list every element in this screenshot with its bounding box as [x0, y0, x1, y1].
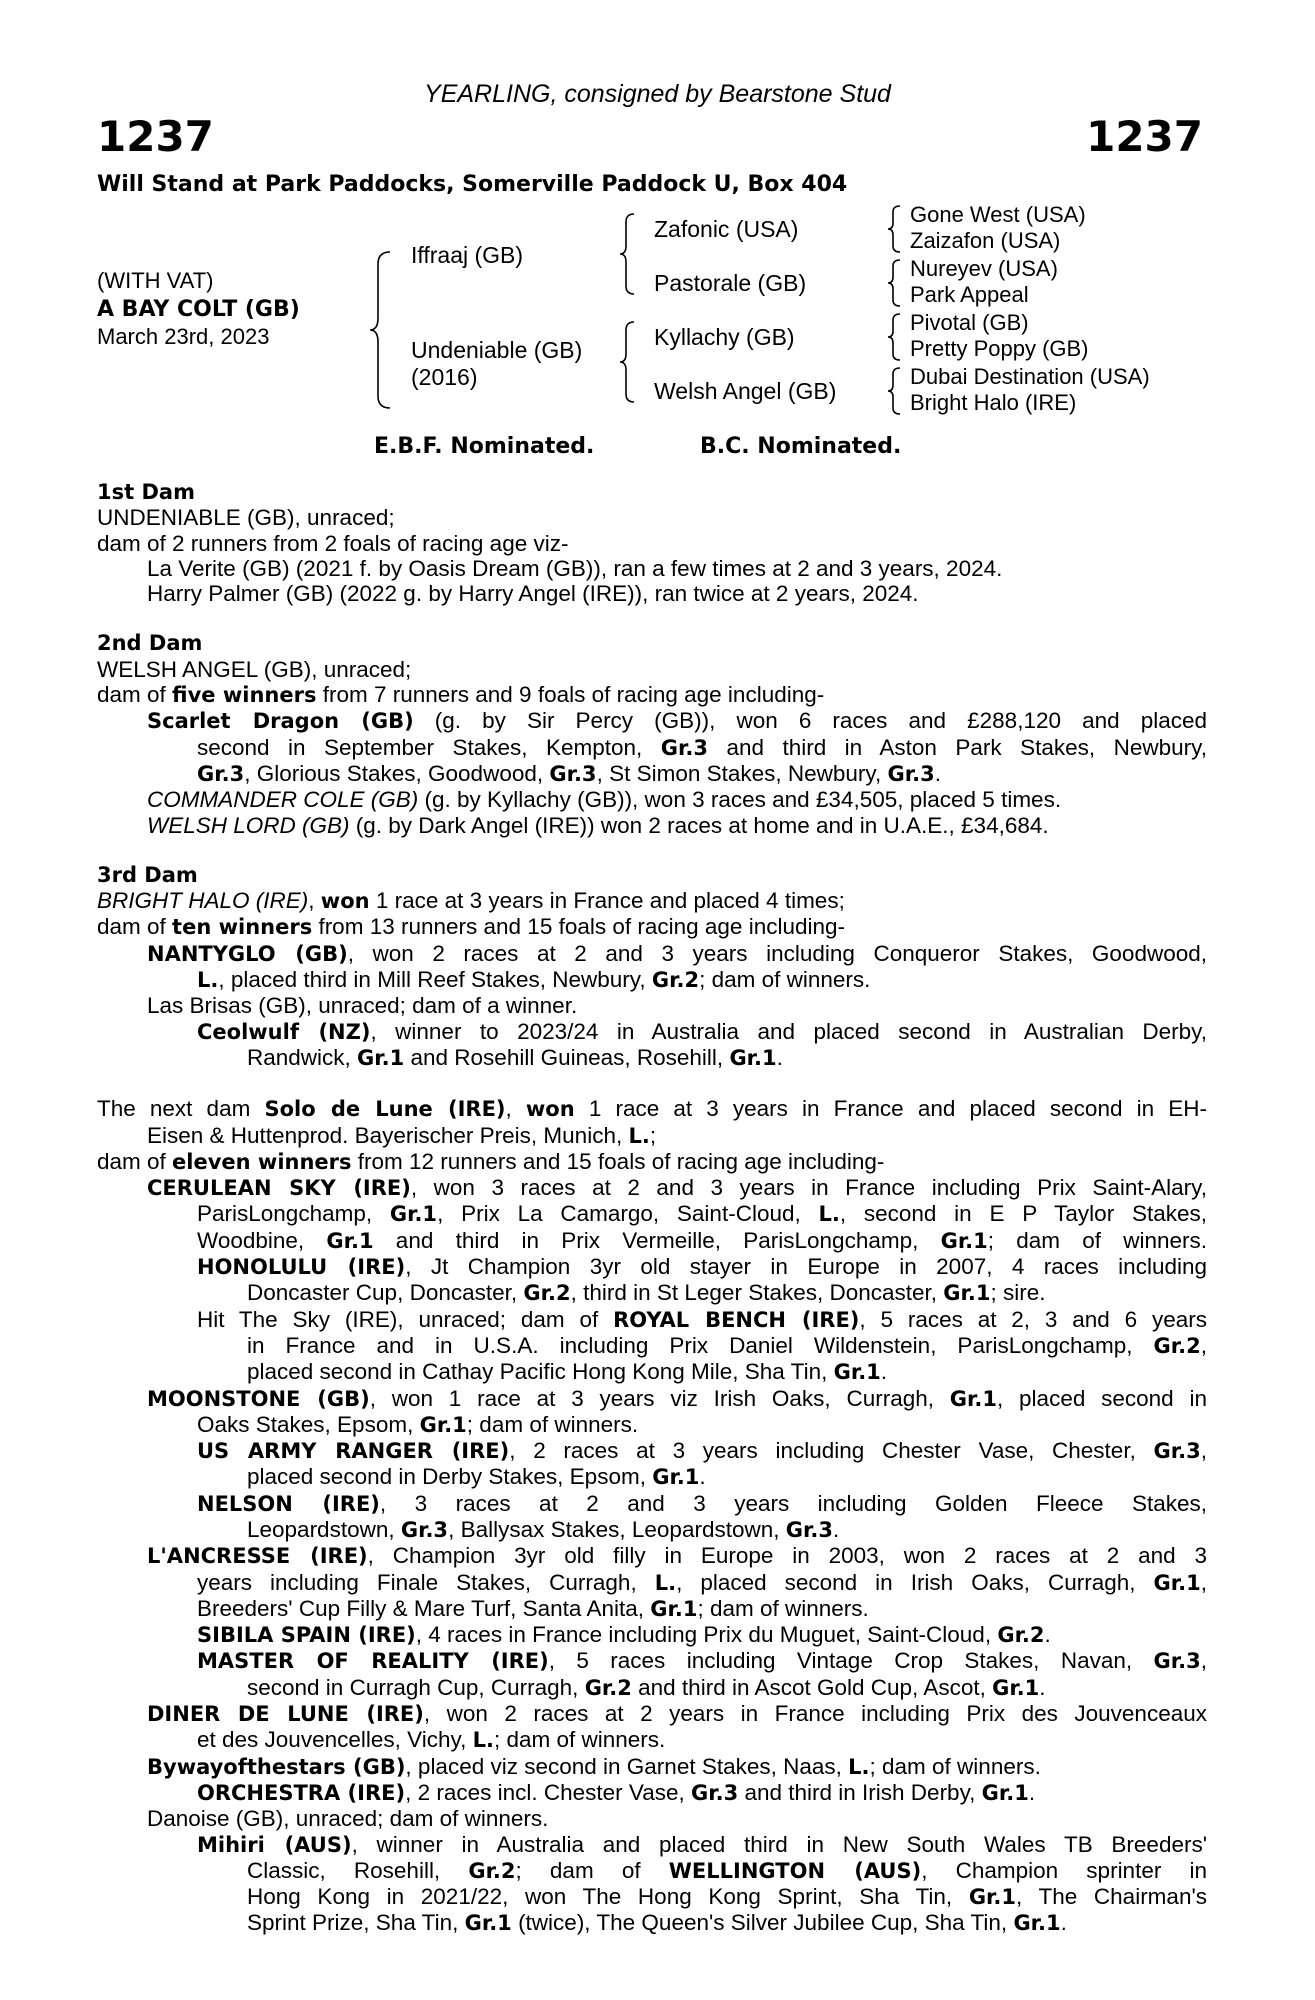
lot-number-right: 1237	[1086, 112, 1203, 161]
next-dam-line: Oaks Stakes, Epsom, Gr.1; dam of winners.	[197, 1411, 639, 1437]
next-dam-line: Leopardstown, Gr.3, Ballysax Stakes, Leopardstown, Gr.3.	[247, 1516, 840, 1542]
third-dam-line: dam of ten winners from 13 runners and 15 foals of racing age including-	[97, 914, 846, 940]
third-dam-title: 3rd Dam	[97, 862, 198, 887]
next-dam-line: NELSON (IRE), 3 races at 2 and 3 years including Golden Fleece Stakes,	[197, 1490, 1207, 1516]
pedigree-sire: Iffraaj (GB)	[411, 242, 524, 268]
next-dam-line: second in Curragh Cup, Curragh, Gr.2 and third in Ascot Gold Cup, Ascot, Gr.1.	[247, 1674, 1046, 1700]
pedigree-ss-sire: Gone West (USA)	[910, 202, 1086, 227]
pedigree-brace-ss	[886, 204, 904, 254]
next-dam-line: dam of eleven winners from 12 runners and 15 foals of racing age including-	[97, 1148, 885, 1174]
foaling-date: March 23rd, 2023	[97, 324, 270, 349]
pedigree-ss-dam: Zaizafon (USA)	[910, 228, 1061, 253]
pedigree-ds-dam: Pretty Poppy (GB)	[910, 336, 1089, 361]
first-dam-line: UNDENIABLE (GB), unraced;	[97, 505, 395, 531]
next-dam-line: Eisen & Huttenprod. Bayerischer Preis, Munich, L.;	[147, 1122, 657, 1148]
pedigree-brace-main	[368, 250, 394, 410]
next-dam-line: Hong Kong in 2021/22, won The Hong Kong Sprint, Sha Tin, Gr.1, The Chairman's	[247, 1884, 1207, 1910]
third-dam-line: L., placed third in Mill Reef Stakes, Newbury, Gr.2; dam of winners.	[197, 967, 871, 993]
next-dam-line: years including Finale Stakes, Curragh, L., placed second in Irish Oaks, Curragh, Gr.1,	[197, 1569, 1207, 1595]
second-dam-line: Scarlet Dragon (GB) (g. by Sir Percy (GB)), won 6 races and £288,120 and placed	[147, 708, 1208, 734]
pedigree-ds-sire: Pivotal (GB)	[910, 310, 1029, 335]
next-dam-line: Mihiri (AUS), winner in Australia and placed third in New South Wales TB Breeders'	[197, 1831, 1208, 1857]
pedigree-dam: Undeniable (GB)	[411, 337, 583, 363]
next-dam-line: ORCHESTRA (IRE), 2 races incl. Chester Vase, Gr.3 and third in Irish Derby, Gr.1.	[197, 1779, 1036, 1805]
next-dam-line: Hit The Sky (IRE), unraced; dam of ROYAL BENCH (IRE), 5 races at 2, 3 and 6 years	[197, 1306, 1207, 1332]
third-dam-line: Las Brisas (GB), unraced; dam of a winner.	[147, 993, 578, 1019]
next-dam-line: Woodbine, Gr.1 and third in Prix Vermeille, ParisLongchamp, Gr.1; dam of winners.	[197, 1227, 1207, 1253]
next-dam-line: The next dam Solo de Lune (IRE), won 1 race at 3 years in France and placed second in EH-	[97, 1096, 1207, 1122]
pedigree-dam-dam: Welsh Angel (GB)	[654, 378, 837, 404]
first-dam-title: 1st Dam	[97, 480, 195, 504]
next-dam-line: Sprint Prize, Sha Tin, Gr.1 (twice), The Queen's Silver Jubilee Cup, Sha Tin, Gr.1.	[247, 1910, 1067, 1936]
next-dam-line: Breeders' Cup Filly & Mare Turf, Santa Anita, Gr.1; dam of winners.	[197, 1595, 869, 1621]
second-dam-line: Gr.3, Glorious Stakes, Goodwood, Gr.3, St Simon Stakes, Newbury, Gr.3.	[197, 760, 941, 786]
pedigree-brace-dd	[886, 366, 904, 416]
next-dam-line: HONOLULU (IRE), Jt Champion 3yr old stayer in Europe in 2007, 4 races including	[197, 1254, 1207, 1280]
second-dam-title: 2nd Dam	[97, 631, 203, 656]
next-dam-line: in France and in U.S.A. including Prix Daniel Wildenstein, ParisLongchamp, Gr.2,	[247, 1332, 1207, 1358]
third-dam-line: Randwick, Gr.1 and Rosehill Guineas, Rosehill, Gr.1.	[247, 1044, 783, 1070]
pedigree-brace-sire	[618, 212, 638, 296]
pedigree-sire-sire: Zafonic (USA)	[654, 216, 799, 242]
third-dam-line: NANTYGLO (GB), won 2 races at 2 and 3 years including Conqueror Stakes, Goodwood,	[147, 940, 1207, 966]
pedigree-dam-sire: Kyllachy (GB)	[654, 324, 795, 350]
next-dam-line: Bywayofthestars (GB), placed viz second in Garnet Stakes, Naas, L.; dam of winners.	[147, 1753, 1041, 1779]
bc-nomination: B.C. Nominated.	[700, 434, 902, 459]
pedigree-dam-year: (2016)	[411, 364, 478, 390]
next-dam-line: ParisLongchamp, Gr.1, Prix La Camargo, Saint-Cloud, L., second in E P Taylor Stakes,	[197, 1201, 1207, 1227]
next-dam-line: L'ANCRESSE (IRE), Champion 3yr old filly in Europe in 2003, won 2 races at 2 and 3	[147, 1543, 1207, 1569]
pedigree-dd-dam: Bright Halo (IRE)	[910, 390, 1077, 415]
pedigree-brace-ds	[886, 312, 904, 362]
second-dam-line: second in September Stakes, Kempton, Gr.3 and third in Aston Park Stakes, Newbury,	[197, 734, 1207, 760]
pedigree-brace-dam	[618, 320, 638, 404]
pedigree-brace-sd	[886, 258, 904, 308]
second-dam-line: COMMANDER COLE (GB) (g. by Kyllachy (GB)), won 3 races and £34,505, placed 5 times.	[147, 787, 1062, 813]
second-dam-line: dam of five winners from 7 runners and 9 foals of racing age including-	[97, 682, 825, 708]
next-dam-line: MOONSTONE (GB), won 1 race at 3 years viz Irish Oaks, Curragh, Gr.1, placed second in	[147, 1385, 1207, 1411]
next-dam-line: US ARMY RANGER (IRE), 2 races at 3 years including Chester Vase, Chester, Gr.3,	[197, 1438, 1207, 1464]
next-dam-line: Classic, Rosehill, Gr.2; dam of WELLINGTON (AUS), Champion sprinter in	[247, 1857, 1207, 1883]
pedigree-sire-dam: Pastorale (GB)	[654, 270, 807, 296]
next-dam-line: CERULEAN SKY (IRE), won 3 races at 2 and 3 years in France including Prix Saint-Alary,	[147, 1175, 1207, 1201]
next-dam-line: placed second in Cathay Pacific Hong Kong Mile, Sha Tin, Gr.1.	[247, 1359, 888, 1385]
stand-location: Will Stand at Park Paddocks, Somerville Paddock U, Box 404	[97, 172, 848, 197]
next-dam-line: Danoise (GB), unraced; dam of winners.	[147, 1806, 549, 1832]
pedigree-dd-sire: Dubai Destination (USA)	[910, 364, 1150, 389]
pedigree-sd-dam: Park Appeal	[910, 282, 1029, 307]
catalogue-body	[97, 480, 1207, 1937]
third-dam-line: Ceolwulf (NZ), winner to 2023/24 in Australia and placed second in Australian Derby,	[197, 1018, 1207, 1044]
third-dam-line: BRIGHT HALO (IRE), won 1 race at 3 years in France and placed 4 times;	[97, 888, 845, 914]
vat-label: (WITH VAT)	[97, 268, 214, 293]
first-dam-line: Harry Palmer (GB) (2022 g. by Harry Angel (IRE)), ran twice at 2 years, 2024.	[147, 581, 919, 607]
next-dam-line: DINER DE LUNE (IRE), won 2 races at 2 years in France including Prix des Jouvenceaux	[147, 1701, 1207, 1727]
horse-name: A BAY COLT (GB)	[97, 297, 300, 322]
lot-number-left: 1237	[97, 112, 214, 161]
next-dam-line: SIBILA SPAIN (IRE), 4 races in France including Prix du Muguet, Saint-Cloud, Gr.2.	[197, 1622, 1051, 1648]
next-dam-line: placed second in Derby Stakes, Epsom, Gr.1.	[247, 1464, 706, 1490]
first-dam-line: La Verite (GB) (2021 f. by Oasis Dream (GB)), ran a few times at 2 and 3 years, 2024.	[147, 555, 1003, 581]
second-dam-line: WELSH ANGEL (GB), unraced;	[97, 656, 412, 682]
first-dam-line: dam of 2 runners from 2 foals of racing age viz-	[97, 530, 569, 556]
ebf-nomination: E.B.F. Nominated.	[374, 434, 595, 459]
pedigree-sd-sire: Nureyev (USA)	[910, 256, 1058, 281]
second-dam-line: WELSH LORD (GB) (g. by Dark Angel (IRE)) won 2 races at home and in U.A.E., £34,684.	[147, 812, 1049, 838]
next-dam-line: MASTER OF REALITY (IRE), 5 races including Vintage Crop Stakes, Navan, Gr.3,	[197, 1648, 1207, 1674]
next-dam-line: et des Jouvencelles, Vichy, L.; dam of winners.	[197, 1727, 666, 1753]
next-dam-line: Doncaster Cup, Doncaster, Gr.2, third in St Leger Stakes, Doncaster, Gr.1; sire.	[247, 1280, 1046, 1306]
consignment-line: YEARLING, consigned by Bearstone Stud	[424, 80, 891, 108]
